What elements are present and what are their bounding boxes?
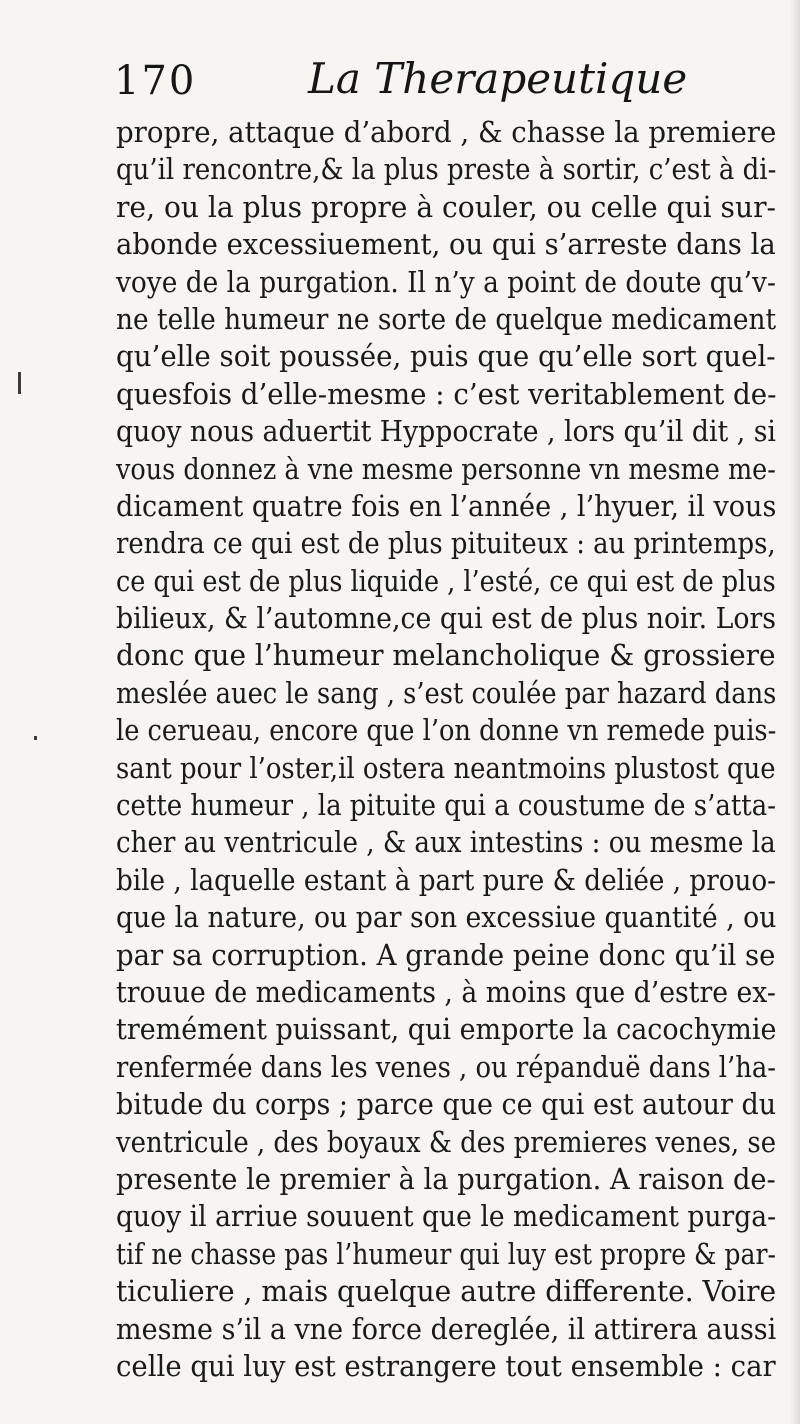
text-line: dicament quatre fois en l’année , l’hyuer, il vous xyxy=(116,488,777,523)
page-number: 170 xyxy=(114,58,197,104)
text-line: voye de la purgation. Il n’y a point de doute qu’v- xyxy=(116,264,776,299)
text-line: cher au ventricule , & aux intestins : ou mesme la xyxy=(116,825,776,860)
text-line: sant pour l’oster,il ostera neantmoins plustost que xyxy=(116,750,776,785)
page-header xyxy=(112,52,732,112)
text-line: que la nature, ou par son excessiue quantité , ou xyxy=(116,900,777,935)
text-line: ticuliere , mais quelque autre differente. Voire xyxy=(116,1274,777,1309)
margin-ink-mark xyxy=(34,736,37,740)
text-line: celle qui luy est estrangere tout ensemble : car xyxy=(116,1348,776,1383)
text-line: cette humeur , la pituite qui a coustume de s’atta- xyxy=(116,788,776,823)
text-line: abonde excessiuement, ou qui s’arreste dans la xyxy=(116,227,776,262)
text-line: presente le premier à la purgation. A raison de- xyxy=(116,1161,776,1196)
text-line: quoy nous aduertit Hyppocrate , lors qu’il dit , si xyxy=(116,414,776,449)
text-line: propre, attaque d’abord , & chasse la premiere xyxy=(116,115,777,149)
text-line: bitude du corps ; parce que ce qui est autour du xyxy=(116,1087,777,1122)
text-line: rendra ce qui est de plus pituiteux : au printemps, xyxy=(116,526,776,561)
text-line: vous donnez à vne mesme personne vn mesme me- xyxy=(116,451,776,486)
text-line: par sa corruption. A grande peine donc qu’il se xyxy=(116,937,776,972)
text-line: donc que l’humeur melancholique & grossiere xyxy=(116,638,776,673)
text-line: quoy il arriue souuent que le medicament purga- xyxy=(116,1199,777,1234)
text-line: bilieux, & l’automne,ce qui est de plus noir. Lors xyxy=(116,601,777,636)
text-line: le cerueau, encore que l’on donne vn remede puis- xyxy=(116,713,777,748)
text-line: renfermée dans les venes , ou répanduë dans l’ha- xyxy=(116,1049,777,1084)
text-line: tremément puissant, qui emporte la cacochymie xyxy=(116,1012,777,1047)
text-line: tif ne chasse pas l’humeur qui luy est propre & par- xyxy=(116,1236,776,1271)
margin-ink-mark xyxy=(18,372,21,394)
body-text xyxy=(116,114,776,1385)
text-line: qu’elle soit poussée, puis que qu’elle sort quel- xyxy=(116,339,776,374)
text-line: ventricule , des boyaux & des premieres venes, se xyxy=(116,1124,777,1159)
text-line: ne telle humeur ne sorte de quelque medicament xyxy=(116,301,777,336)
text-line: bile , laquelle estant à part pure & deliée , prouo- xyxy=(116,862,777,897)
text-line: qu’il rencontre,& la plus preste à sortir, c’est à di- xyxy=(116,152,777,187)
text-line: quesfois d’elle-mesme : c’est veritablement de- xyxy=(116,376,777,411)
text-line: trouue de medicaments , à moins que d’estre ex- xyxy=(116,974,776,1009)
page-edge-shadow xyxy=(790,0,800,1424)
text-line: ce qui est de plus liquide , l’esté, ce qui est de plus xyxy=(116,563,776,598)
text-line: re, ou la plus propre à couler, ou celle qui sur- xyxy=(116,189,777,224)
text-line: meslée auec le sang , s’est coulée par hazard dans xyxy=(116,675,777,710)
running-title: La Therapeutique xyxy=(308,54,688,103)
text-line: mesme s’il a vne force dereglée, il attirera aussi xyxy=(116,1311,777,1346)
